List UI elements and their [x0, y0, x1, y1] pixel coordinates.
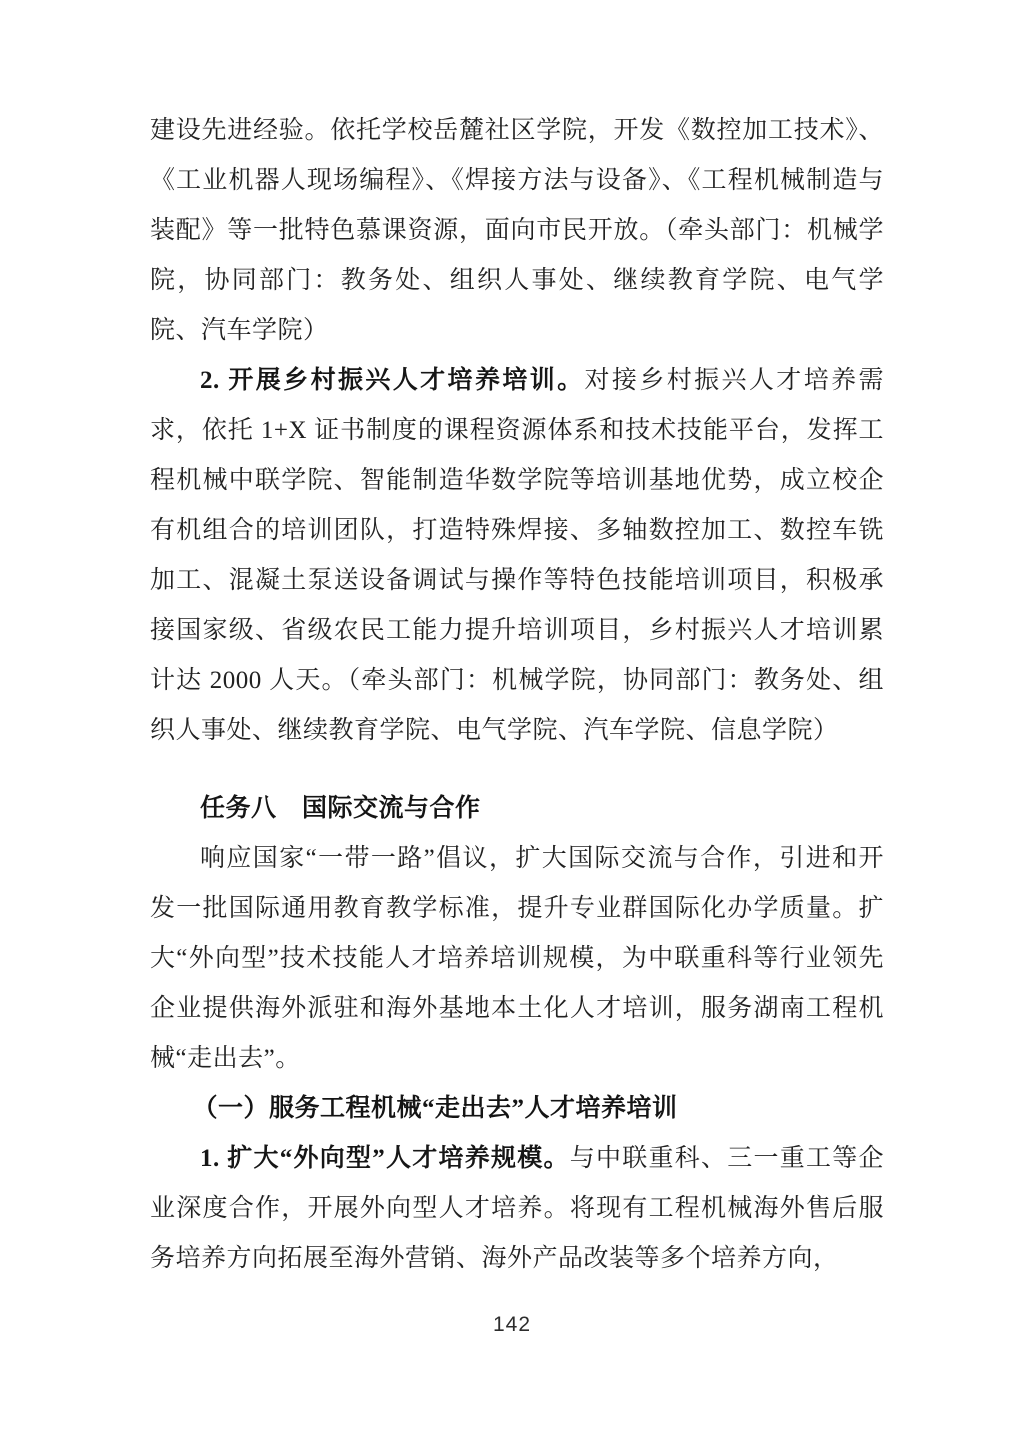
page-number: 142: [492, 1313, 532, 1336]
section-heading-task-eight: 任务八 国际交流与合作: [200, 795, 481, 822]
paragraph-rural-text: 对接乡村振兴人才培养需求，依托 1+X 证书制度的课程资源体系和技术技能平台，发挥工程机械中联学院、智能制造华数学院等培训基地优势，成立校企有机组合的培训团队，打造特殊焊接、多轴数控加工、数控车铣加工、混凝土泵送设备调试与操作等特色技能培训项目，积极承接国家级、省级农民工能力提升培训项目，乡村振兴人才培训累计达 2000 人天。（牵头部门：机械学院，协同部门：教务处、组织人事处、继续教育学院、电气学院、汽车学院、信息学院）: [150, 367, 884, 744]
paragraph-rural-lead-bold: 2. 开展乡村振兴人才培养培训。: [200, 367, 585, 394]
paragraph-rural-revitalization: [150, 356, 884, 756]
paragraph-mooc-continuation: 建设先进经验。依托学校岳麓社区学院，开发《数控加工技术》、《工业机器人现场编程》、《焊接方法与设备》、《工程机械制造与装配》等一批特色慕课资源，面向市民开放。（牵头部门：机械学院，协同部门：教务处、组织人事处、继续教育学院、电气学院、汽车学院）: [150, 117, 884, 344]
document-text-block: [150, 106, 884, 1284]
paragraph-outward-talent: [150, 1134, 884, 1284]
paragraph-outward-lead-bold: 1. 扩大“外向型”人才培养规模。: [200, 1145, 570, 1172]
sub-heading-go-global-training: （一）服务工程机械“走出去”人才培养培训: [192, 1095, 678, 1122]
paragraph-outward-text: 与中联重科、三一重工等企业深度合作，开展外向型人才培养。将现有工程机械海外售后服务培养方向拓展至海外营销、海外产品改装等多个培养方向，: [150, 1145, 884, 1272]
paragraph-international-overview: 响应国家“一带一路”倡议，扩大国际交流与合作，引进和开发一批国际通用教育教学标准，提升专业群国际化办学质量。扩大“外向型”技术技能人才培养培训规模，为中联重科等行业领先企业提供海外派驻和海外基地本土化人才培训，服务湖南工程机械“走出去”。: [150, 845, 884, 1072]
